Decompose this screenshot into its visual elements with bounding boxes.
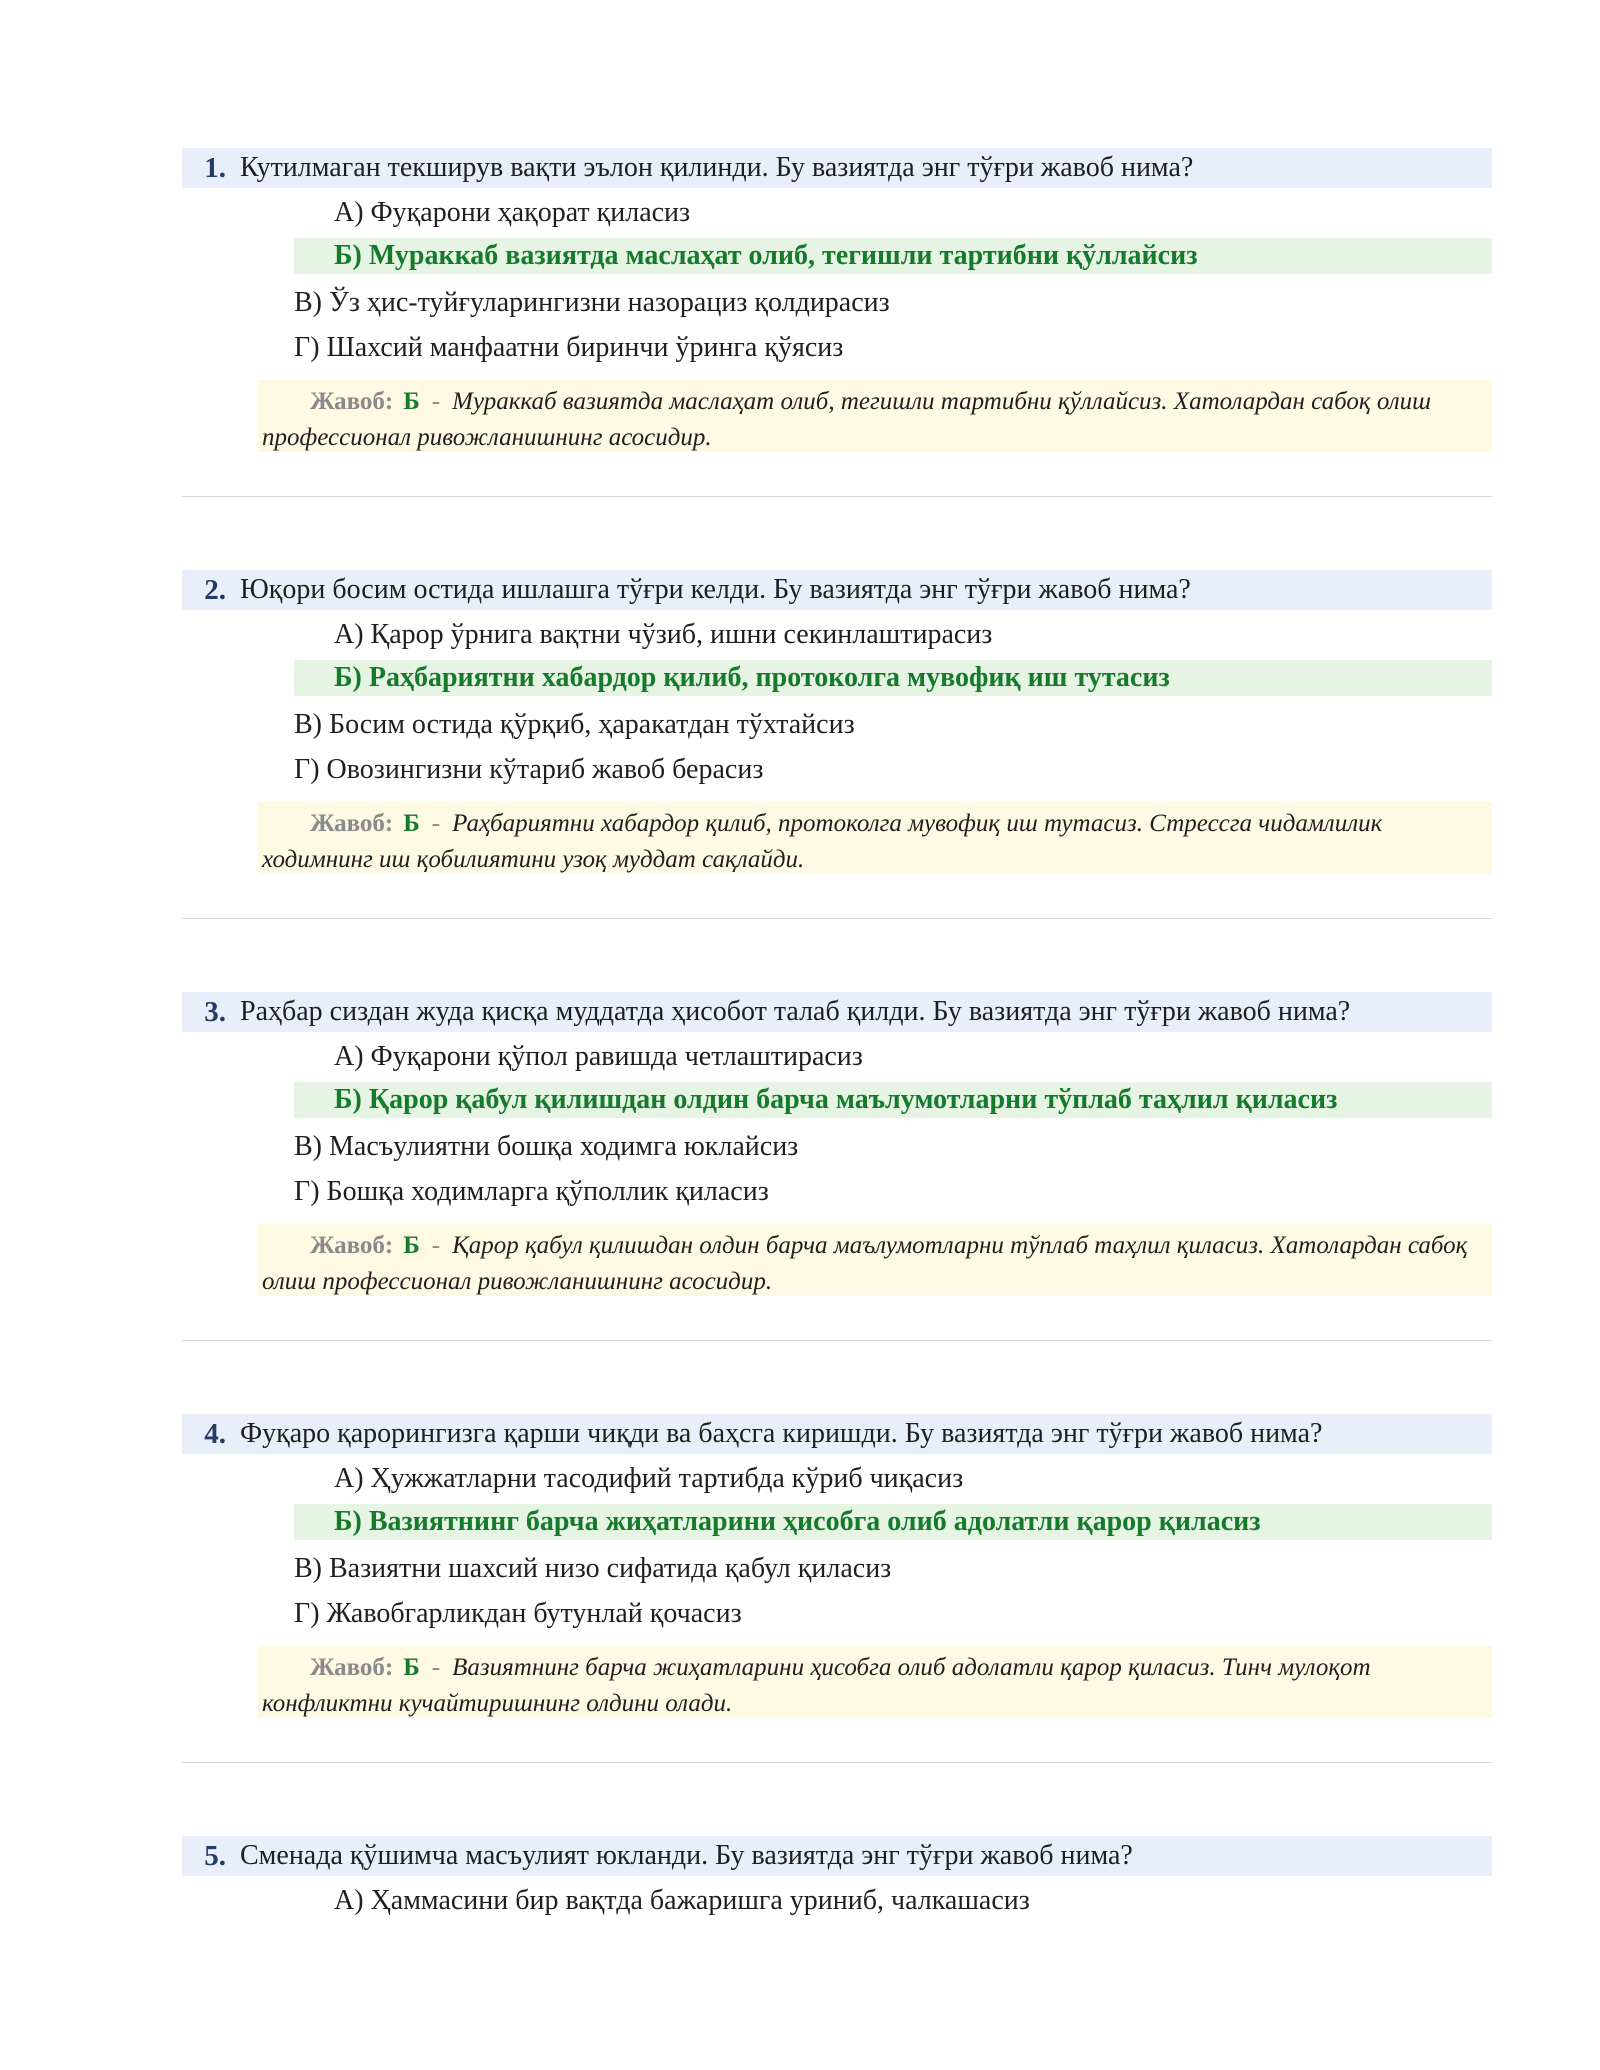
section-divider	[182, 496, 1492, 497]
question-number: 3.	[204, 995, 226, 1028]
answer-text: Вазиятнинг барча жиҳатларини ҳисобга олиб адолатли қарор қиласиз. Тинч мулоқот конфликтни кучайтиришнинг олдини олади.	[262, 1654, 1371, 1717]
question-number: 1.	[204, 151, 226, 184]
option-g[interactable]: Г) Жавобгарликдан бутунлай қочасиз	[294, 1598, 742, 1629]
question-text: Юқори босим остида ишлашга тўғри келди. Бу вазиятда энг тўғри жавоб нима?	[240, 574, 1191, 605]
question-number: 4.	[204, 1417, 226, 1450]
answer-letter: Б	[403, 1654, 420, 1681]
option-b-correct[interactable]: Б) Вазиятнинг барча жиҳатларини ҳисобга олиб адолатли қарор қиласиз	[294, 1504, 1492, 1540]
answer-label: Жавоб:	[310, 1232, 394, 1259]
answer-explanation	[258, 1224, 1492, 1296]
option-a[interactable]: А) Ҳаммасини бир вақтда бажаришга уриниб, чалкашасиз	[334, 1885, 1030, 1916]
option-b-correct[interactable]: Б) Раҳбариятни хабардор қилиб, протоколга мувофиқ иш тутасиз	[294, 660, 1492, 696]
option-a[interactable]: А) Ҳужжатларни тасодифий тартибда кўриб чиқасиз	[334, 1463, 964, 1494]
answer-letter: Б	[403, 388, 420, 415]
option-b-correct[interactable]: Б) Мураккаб вазиятда маслаҳат олиб, тегишли тартибни қўллайсиз	[294, 238, 1492, 274]
answer-explanation	[258, 380, 1492, 452]
option-g[interactable]: Г) Бошқа ходимларга қўполлик қиласиз	[294, 1176, 769, 1207]
question-block-5	[182, 1836, 1492, 1956]
question-header	[182, 992, 1492, 1032]
question-block-4	[182, 1414, 1492, 1834]
question-text: Раҳбар сиздан жуда қисқа муддатда ҳисобот талаб қилди. Бу вазиятда энг тўғри жавоб нима?	[240, 996, 1351, 1027]
answer-text: Мураккаб вазиятда маслаҳат олиб, тегишли тартибни қўллайсиз. Хатолардан сабоқ олиш профессионал ривожланишнинг асосидир.	[262, 388, 1431, 451]
option-g[interactable]: Г) Овозингизни кўтариб жавоб берасиз	[294, 754, 764, 785]
answer-letter: Б	[403, 1232, 420, 1259]
answer-dash: -	[431, 388, 441, 415]
answer-explanation	[258, 802, 1492, 874]
option-v[interactable]: В) Вазиятни шахсий низо сифатида қабул қиласиз	[294, 1553, 892, 1584]
option-v[interactable]: В) Масъулиятни бошқа ходимга юклайсиз	[294, 1131, 799, 1162]
answer-text: Қарор қабул қилишдан олдин барча маълумотларни тўплаб таҳлил қиласиз. Хатолардан сабоқ олиш профессионал ривожланишнинг асосидир.	[262, 1232, 1468, 1295]
answer-dash: -	[431, 1654, 441, 1681]
question-block-1	[182, 148, 1492, 568]
question-header	[182, 1836, 1492, 1876]
option-v[interactable]: В) Ўз ҳис-туйғуларингизни назорациз қолдирасиз	[294, 287, 890, 318]
section-divider	[182, 1340, 1492, 1341]
answer-label: Жавоб:	[310, 1654, 394, 1681]
answer-text: Раҳбариятни хабардор қилиб, протоколга мувофиқ иш тутасиз. Стрессга чидамлилик ходимнинг иш қобилиятини узоқ муддат сақлайди.	[262, 810, 1383, 873]
question-block-3	[182, 992, 1492, 1412]
question-text: Фуқаро қарорингизга қарши чиқди ва баҳсга киришди. Бу вазиятда энг тўғри жавоб нима?	[240, 1418, 1323, 1449]
option-a[interactable]: А) Фуқарони ҳақорат қиласиз	[334, 197, 691, 228]
answer-dash: -	[431, 1232, 441, 1259]
question-text: Кутилмаган текширув вақти эълон қилинди. Бу вазиятда энг тўғри жавоб нима?	[240, 152, 1194, 183]
section-divider	[182, 918, 1492, 919]
option-g[interactable]: Г) Шахсий манфаатни биринчи ўринга қўясиз	[294, 332, 844, 363]
answer-dash: -	[431, 810, 441, 837]
question-header	[182, 148, 1492, 188]
question-block-2	[182, 570, 1492, 990]
option-v[interactable]: В) Босим остида қўрқиб, ҳаракатдан тўхтайсиз	[294, 709, 855, 740]
question-header	[182, 1414, 1492, 1454]
section-divider	[182, 1762, 1492, 1763]
question-number: 5.	[204, 1839, 226, 1872]
option-a[interactable]: А) Фуқарони қўпол равишда четлаштирасиз	[334, 1041, 863, 1072]
question-number: 2.	[204, 573, 226, 606]
option-b-correct[interactable]: Б) Қарор қабул қилишдан олдин барча маълумотларни тўплаб таҳлил қиласиз	[294, 1082, 1492, 1118]
answer-label: Жавоб:	[310, 388, 394, 415]
answer-letter: Б	[403, 810, 420, 837]
option-a[interactable]: А) Қарор ўрнига вақтни чўзиб, ишни секинлаштирасиз	[334, 619, 993, 650]
question-header	[182, 570, 1492, 610]
question-text: Сменада қўшимча масъулият юкланди. Бу вазиятда энг тўғри жавоб нима?	[240, 1840, 1133, 1871]
answer-label: Жавоб:	[310, 810, 394, 837]
answer-explanation	[258, 1646, 1492, 1718]
